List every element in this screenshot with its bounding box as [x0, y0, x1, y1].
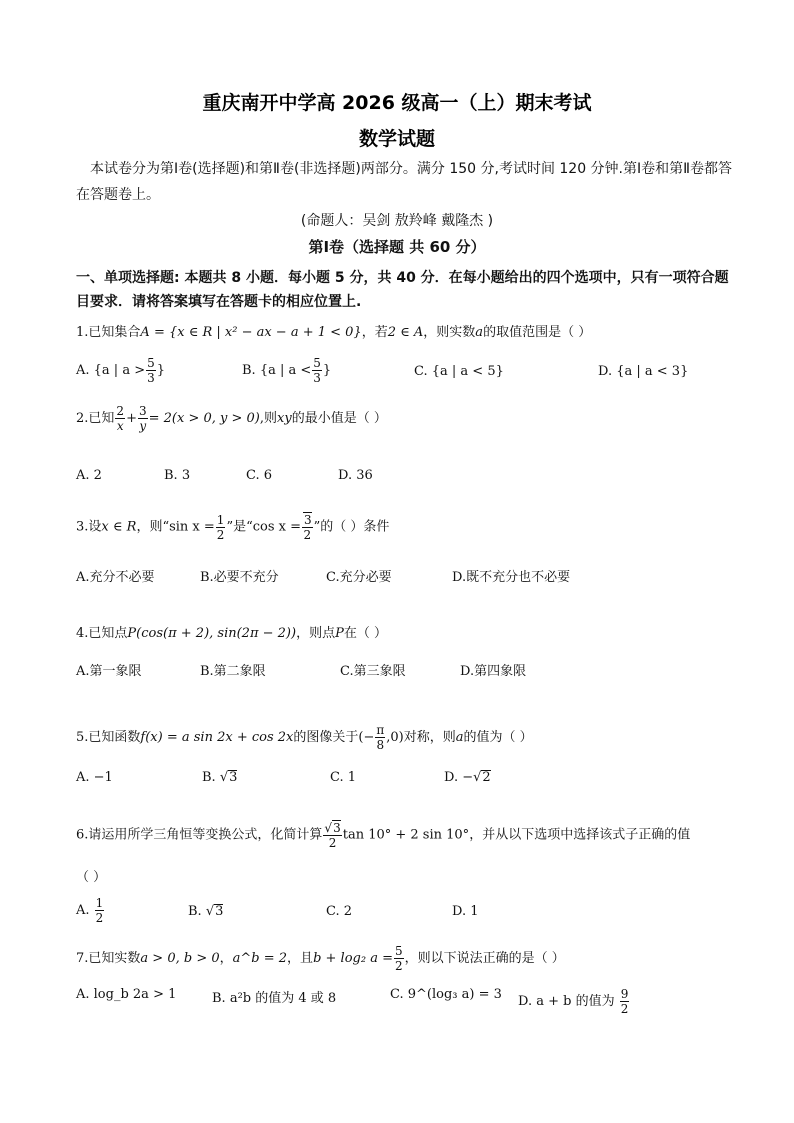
option-a: A.充分不必要 [76, 570, 155, 585]
question-number: 2. [76, 411, 89, 426]
question-text: ，则点 [296, 626, 336, 641]
option-d: D. 1 [452, 904, 479, 919]
part-one-title: 第Ⅰ卷（选择题 共 60 分） [308, 238, 486, 256]
question-5: 5.已知函数f(x) = a sin 2x + cos 2x的图像关于(− $\frac{\pi}{8}$ ,0)对称，则a的值为（ ） [76, 723, 533, 752]
question-text: ，则实数 [423, 325, 476, 340]
math-variable: P [335, 626, 344, 641]
option-a: A. −1 [76, 770, 113, 785]
question-text: ，若 [361, 325, 388, 340]
question-text: ”的（ ）条件 [313, 519, 390, 535]
question-1 [76, 321, 756, 340]
option-b: B. a²b 的值为 4 或 8 [212, 991, 337, 1006]
question-text: ，则以下说法正确的是（ ） [404, 951, 565, 966]
question-number: 7. [76, 951, 89, 966]
math-expression: b + log₂ a = [313, 951, 393, 966]
question-text: 请运用所学三角恒等变换公式，化简计算 [88, 827, 323, 843]
question-text: 的最小值是（ ） [291, 411, 387, 426]
question-number: 6. [76, 827, 89, 843]
option-b: B.必要不充分 [200, 570, 279, 585]
question-number: 3. [76, 519, 89, 535]
question-2: 2.已知 $\frac{2}{x}$ + $\frac{3}{y}$ = 2(x > 0, y > 0),则xy的最小值是（ ） [76, 404, 387, 433]
section-heading: 一、单项选择题: 本题共 8 小题．每小题 5 分，共 40 分．在每小题给出的四个选项中，只有一项符合题目要求．请将答案填写在答题卡的相应位置上. [76, 270, 729, 310]
question-authors: (命题人：吴剑 敖羚峰 戴隆杰 ) [300, 213, 494, 229]
question-text: ,则 [259, 411, 277, 426]
option-d: D.第四象限 [460, 664, 527, 679]
question-6-paren: （ ） [76, 870, 107, 885]
question-text: ，并从以下选项中选择该式子正确的值 [469, 827, 691, 843]
option-c: C. 9^(log₃ a) = 3 [390, 987, 502, 1002]
question-text: ，则“ [136, 519, 170, 535]
option-b: B. √3 [202, 770, 238, 785]
math-expression: A = {x ∈ R | x² − ax − a + 1 < 0} [140, 325, 362, 340]
exam-instructions: 本试卷分为第Ⅰ卷(选择题)和第Ⅱ卷(非选择题)两部分。满分 150 分,考试时间 120 分钟.第Ⅰ卷和第Ⅱ卷都答在答题卷上。 [76, 161, 733, 203]
question-text: 已知函数 [88, 730, 141, 745]
math-expression: sin x = [169, 519, 215, 535]
option-b: B. 3 [164, 468, 191, 483]
option-b: B.第二象限 [200, 664, 266, 679]
option-a: A.第一象限 [76, 664, 142, 679]
question-text: 对称，则 [403, 730, 456, 745]
math-variable: a [455, 730, 464, 745]
question-4 [76, 622, 756, 641]
option-c: C. 6 [246, 468, 273, 483]
option-c: C.第三象限 [340, 664, 406, 679]
math-expression: = 2(x > 0, y > 0) [148, 411, 260, 426]
option-c: C. {a | a < 5} [414, 364, 504, 379]
question-text: 已知集合 [88, 325, 141, 340]
math-expression: 2 ∈ A [387, 325, 424, 340]
math-variable: a [475, 325, 484, 340]
math-expression: cos x = [252, 519, 302, 535]
question-text: 的图像关于 [293, 730, 359, 745]
math-variable: xy [277, 411, 292, 426]
option-c: C. 1 [330, 770, 357, 785]
question-6: 6.请运用所学三角恒等变换公式，化简计算 $\frac{√3}{2}$ tan 10° + 2 sin 10°，并从以下选项中选择该式子正确的值 [76, 821, 691, 850]
option-c: C.充分必要 [326, 570, 392, 585]
option-b: B. √3 [188, 904, 224, 919]
option-a: A. {a | a > $\frac{5}{3}$ } [76, 356, 166, 385]
option-d: D.既不充分也不必要 [452, 570, 571, 585]
question-text: 的值为（ ） [463, 730, 533, 745]
question-number: 1. [76, 325, 89, 340]
option-d: D. −√2 [444, 770, 491, 785]
math-expression: f(x) = a sin 2x + cos 2x [140, 730, 294, 745]
question-text: ”是“ [226, 519, 253, 535]
math-expression: a^b = 2 [232, 951, 288, 966]
math-expression: a > 0, b > 0 [140, 951, 220, 966]
question-text: 设 [88, 519, 102, 535]
question-3: 3.设x ∈ R，则“sin x = $\frac{1}{2}$ ”是“cos x = $\frac{3}{2}$ ”的（ ）条件 [76, 512, 390, 542]
option-d: D. 36 [338, 468, 373, 483]
question-text: 已知 [88, 411, 115, 426]
math-expression: tan 10° + 2 sin 10° [342, 827, 470, 843]
option-d: D. {a | a < 3} [598, 364, 689, 379]
option-a: A. log_b 2a > 1 [76, 987, 177, 1002]
question-text: 已知实数 [88, 951, 141, 966]
math-expression: P(cos(π + 2), sin(2π − 2)) [127, 626, 297, 641]
option-a: A. 2 [76, 468, 102, 483]
question-7: 7.已知实数a > 0, b > 0，a^b = 2，且b + log₂ a = $\frac{5}{2}$ ，则以下说法正确的是（ ） [76, 944, 565, 973]
option-c: C. 2 [326, 904, 353, 919]
question-text: 已知点 [88, 626, 128, 641]
exam-title: 重庆南开中学高 2026 级高一（上）期末考试 [202, 92, 592, 114]
option-a: A. $\frac{1}{2}$ [76, 896, 104, 925]
question-text: 的取值范围是（ ） [483, 325, 592, 340]
question-text: ， [219, 951, 233, 966]
question-number: 5. [76, 730, 89, 745]
question-text: ，且 [287, 951, 314, 966]
exam-subject: 数学试题 [358, 128, 435, 150]
option-b: B. {a | a < $\frac{5}{3}$ } [242, 356, 332, 385]
option-d: D. a + b 的值为 $\frac{9}{2}$ [518, 987, 629, 1016]
math-expression: x ∈ R [101, 519, 137, 535]
question-number: 4. [76, 626, 89, 641]
question-text: 在（ ） [343, 626, 387, 641]
